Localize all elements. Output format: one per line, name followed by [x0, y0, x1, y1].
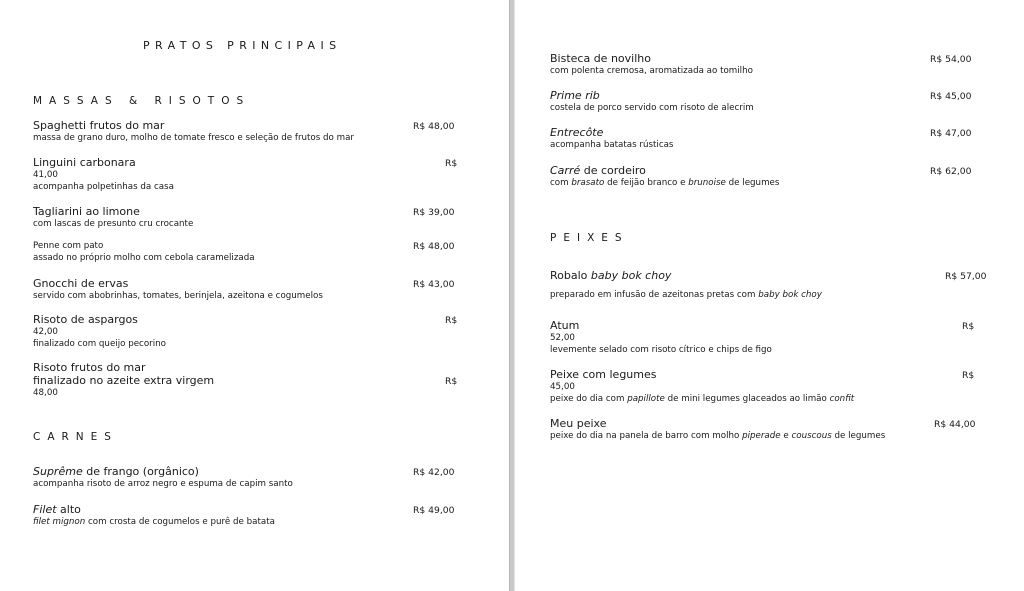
item-name: Spaghetti frutos do mar: [33, 119, 165, 132]
item-desc-part: de legumes: [725, 178, 780, 188]
item-price: R$ 43,00: [413, 279, 455, 290]
item-name: Entrecôte: [550, 126, 604, 139]
item-price: R$: [445, 315, 458, 326]
item-price-value: 45,00: [550, 382, 575, 392]
menu-item-linguini: [33, 156, 174, 193]
item-desc: levemente selado com risoto cítrico e chips de figo: [550, 345, 772, 355]
menu-item-penne: [33, 240, 255, 264]
item-desc-italic: filet mignon: [33, 517, 86, 527]
section-title-massas: MASSAS & RISOTOS: [33, 95, 251, 107]
item-desc: com lascas de presunto cru crocante: [33, 219, 194, 229]
item-desc-part: preparado em infusão de azeitonas pretas com: [550, 290, 759, 300]
item-price: R$ 42,00: [413, 467, 455, 478]
item-name-rest: de frango (orgânico): [82, 465, 199, 478]
item-desc-italic: brunoise: [688, 178, 726, 188]
item-price: R$ 54,00: [930, 54, 972, 65]
item-name-italic: Carré: [550, 164, 581, 177]
item-price-value: 41,00: [33, 170, 58, 180]
item-name: [550, 269, 822, 282]
item-desc-part: de feijão branco e: [604, 178, 689, 188]
menu-item-robalo: [550, 269, 822, 301]
item-name: [33, 465, 293, 478]
menu-item-carre: [550, 164, 779, 189]
item-name: [33, 503, 275, 516]
item-price: R$ 48,00: [413, 121, 455, 132]
item-price: R$: [445, 376, 458, 387]
menu-item-gnocchi: [33, 277, 323, 302]
item-price: R$ 48,00: [413, 241, 455, 252]
item-desc: assado no próprio molho com cebola caramelizada: [33, 253, 255, 263]
item-desc: acompanha polpetinhas da casa: [33, 182, 174, 192]
item-price-value: 48,00: [33, 388, 58, 398]
item-price-value: 52,00: [550, 333, 575, 343]
item-desc: [550, 177, 779, 189]
menu-item-meu-peixe: [550, 417, 885, 442]
item-name: Gnocchi de ervas: [33, 277, 129, 290]
item-price: R$: [962, 321, 975, 332]
item-desc-part: peixe do dia na panela de barro com molho: [550, 431, 743, 441]
item-name: Tagliarini ao limone: [33, 205, 140, 218]
menu-item-entrecote: [550, 126, 673, 151]
item-desc-italic: confit: [829, 394, 855, 404]
item-desc-italic: papillote: [627, 394, 665, 404]
menu-right-page: [515, 0, 1024, 591]
item-price: R$: [445, 158, 458, 169]
menu-item-tagliarini: [33, 205, 193, 230]
item-name: Atum: [550, 319, 580, 332]
item-name: Risoto frutos do mar: [33, 361, 146, 374]
item-name-rest: de cordeiro: [580, 164, 646, 177]
item-name: Penne com pato: [33, 241, 104, 251]
item-name-rest: alto: [56, 503, 81, 516]
menu-item-bisteca: [550, 52, 753, 77]
item-desc: [550, 393, 854, 405]
item-price: R$: [962, 370, 975, 381]
item-name: Linguini carbonara: [33, 156, 136, 169]
item-desc-italic: brasato: [571, 178, 605, 188]
item-name-italic: Filet: [33, 503, 57, 516]
menu-item-risoto-aspargos: [33, 313, 166, 350]
section-title-carnes: CARNES: [33, 431, 118, 443]
menu-item-supreme: [33, 465, 293, 490]
menu-item-prime-rib: [550, 89, 754, 114]
item-price: R$ 44,00: [934, 419, 976, 430]
item-price: R$ 47,00: [930, 128, 972, 139]
item-desc-part: de mini legumes glaceados ao limão: [664, 394, 830, 404]
item-price: R$ 45,00: [930, 91, 972, 102]
item-name-rest: Robalo: [550, 269, 591, 282]
item-desc-italic: couscous: [791, 431, 832, 441]
item-desc: massa de grano duro, molho de tomate fresco e seleção de frutos do mar: [33, 133, 354, 143]
item-desc-italic: baby bok choy: [758, 290, 822, 300]
section-title-peixes: PEIXES: [550, 232, 629, 244]
item-desc: acompanha batatas rústicas: [550, 140, 674, 150]
item-desc-italic: piperade: [742, 431, 781, 441]
menu-item-peixe-legumes: [550, 368, 854, 405]
item-desc: finalizado com queijo pecorino: [33, 339, 166, 349]
item-name-italic: Suprême: [33, 465, 83, 478]
menu-item-filet-alto: [33, 503, 275, 528]
item-name-italic: baby bok choy: [590, 269, 672, 282]
item-desc: com polenta cremosa, aromatizada ao tomilho: [550, 66, 753, 76]
menu-item-atum: [550, 319, 772, 356]
menu-item-risoto-frutos: [33, 361, 214, 399]
item-price: R$ 62,00: [930, 166, 972, 177]
item-name: Peixe com legumes: [550, 368, 657, 381]
item-desc-part: de legumes: [831, 431, 886, 441]
item-name: Risoto de aspargos: [33, 313, 138, 326]
item-price: R$ 57,00: [945, 271, 987, 282]
item-name: Bisteca de novilho: [550, 52, 651, 65]
page-title: PRATOS PRINCIPAIS: [143, 39, 342, 52]
item-desc-rest: com crosta de cogumelos e purê de batata: [85, 517, 275, 527]
item-desc-part: e: [780, 431, 792, 441]
item-price-value: 42,00: [33, 327, 58, 337]
menu-item-spaghetti: [33, 119, 354, 144]
item-desc: [33, 516, 275, 528]
item-name: [550, 164, 779, 177]
item-desc: costela de porco servido com risoto de alecrim: [550, 103, 754, 113]
item-desc: acompanha risoto de arroz negro e espuma de capim santo: [33, 479, 293, 489]
item-desc: [550, 289, 822, 301]
item-desc-part: com: [550, 178, 572, 188]
menu-left-page: [0, 0, 509, 591]
item-desc-part: peixe do dia com: [550, 394, 628, 404]
item-price: R$ 39,00: [413, 207, 455, 218]
item-desc: servido com abobrinhas, tomates, berinjela, azeitona e cogumelos: [33, 291, 323, 301]
item-name-line2: finalizado no azeite extra virgem: [33, 374, 215, 387]
item-price: R$ 49,00: [413, 505, 455, 516]
item-name: Prime rib: [550, 89, 600, 102]
item-name: Meu peixe: [550, 417, 607, 430]
item-desc: [550, 430, 885, 442]
